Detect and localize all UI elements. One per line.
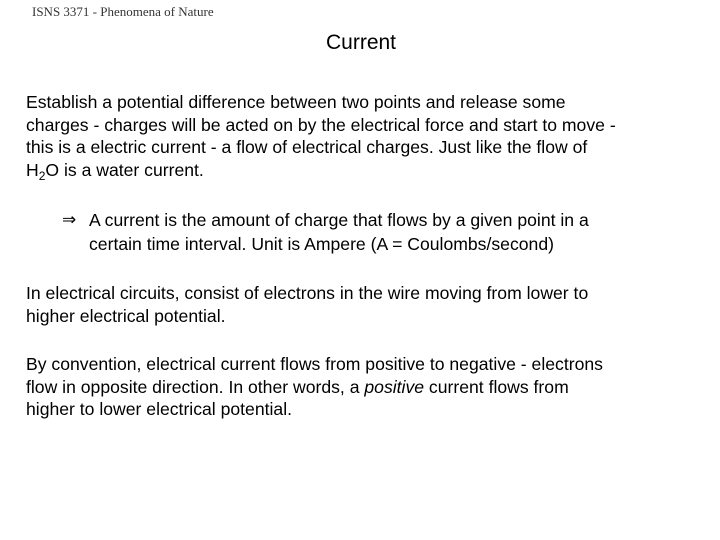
p4-line-2-before: flow in opposite direction. In other words, a xyxy=(26,376,365,397)
p4-line-2-after: current flows from xyxy=(424,376,569,397)
course-header: ISNS 3371 - Phenomena of Nature xyxy=(32,4,214,19)
p1-line-2: charges - charges will be acted on by the electrical force and start to move - xyxy=(26,114,616,135)
water-formula-subscript: 2 xyxy=(38,168,46,183)
bullet-line-1: A current is the amount of charge that flows by a given point in a xyxy=(89,210,589,230)
p4-line-3: higher to lower electrical potential. xyxy=(26,399,293,419)
p3-line-2: higher electrical potential. xyxy=(26,305,226,326)
p1-line-1: Establish a potential difference between two points and release some xyxy=(26,92,566,112)
p1-line-4: O is a water current. xyxy=(45,159,204,180)
bullet-line-2: certain time interval. Unit is Ampere (A = Coulombs/second) xyxy=(89,234,554,254)
paragraph-potential-difference xyxy=(26,91,706,181)
positive-emphasis: positive xyxy=(364,376,425,397)
slide-title: Current xyxy=(325,31,397,54)
implies-arrow-icon: ⇒ xyxy=(62,210,77,230)
p3-line-1: In electrical circuits, consist of electrons in the wire moving from lower to xyxy=(26,283,589,303)
p1-line-3: this is a electric current - a flow of electrical charges. Just like the flow of xyxy=(26,137,588,157)
paragraph-convention xyxy=(26,353,706,421)
water-formula-h: H xyxy=(26,159,39,180)
paragraph-electrical-circuits xyxy=(26,282,706,327)
bullet-current-definition xyxy=(62,208,720,256)
p4-line-1: By convention, electrical current flows from positive to negative - electrons xyxy=(26,354,603,374)
